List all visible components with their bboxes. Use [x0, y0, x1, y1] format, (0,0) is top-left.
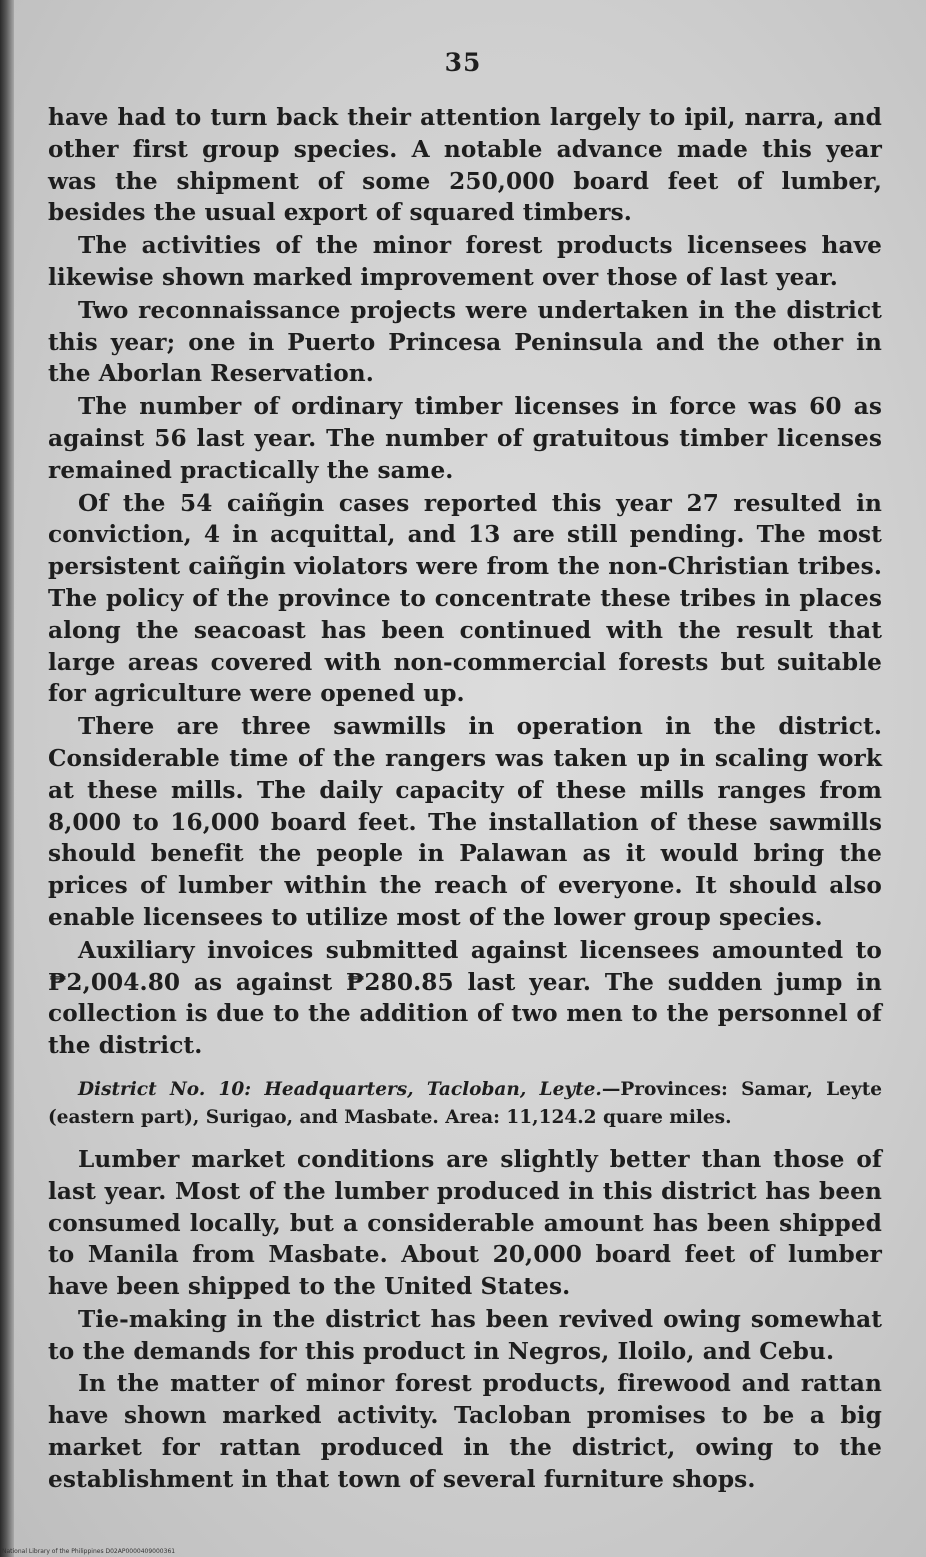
- archive-footer: National Library of the Philippines D02AP0000409000361: [2, 1548, 176, 1555]
- paragraph-sawmills: There are three sawmills in operation in the district. Considerable time of the rangers was taken up in scaling work at these mills. The daily capacity of these mills ranges from 8,000 to 16,000 board feet. The installation of these sawmills should benefit the people in Palawan as it would bring the prices of lumber within the reach of everyone. It should also enable licensees to utilize most of the lower group species.: [48, 713, 882, 931]
- page-number: 35: [444, 48, 482, 77]
- paragraph-timber-licenses: The number of ordinary timber licenses in force was 60 as against 56 last year. The number of gratuitous timber licenses remained practically the same.: [48, 393, 882, 484]
- paragraph-continued: have had to turn back their attention largely to ipil, narra, and other first group species. A notable advance made this year was the shipment of some 250,000 board feet of lumber, besides the usual export of squared timbers.: [48, 104, 882, 227]
- paragraph-reconnaissance: Two reconnaissance projects were undertaken in the district this year; one in Puerto Princesa Peninsula and the other in the Aborlan Reservation.: [48, 296, 882, 388]
- paragraph-rattan: In the matter of minor forest products, firewood and rattan have shown marked activity. Tacloban promises to be a big market for rattan produced in the district, owing to the establishment in that town of several furniture shops.: [48, 1370, 882, 1493]
- paragraph-caingin-cases: Of the 54 caiñgin cases reported this year 27 resulted in conviction, 4 in acquittal, and 13 are still pending. The most persistent caiñgin violators were from the non-Christian tribes. The policy of the province to concentrate these tribes in places along the seacoast has been continued with the result that large areas covered with non-commercial forests but suitable for agriculture were opened up.: [48, 489, 882, 708]
- paragraph-lumber-market: Lumber market conditions are slightly better than those of last year. Most of the lumber produced in this district has been consumed locally, but a considerable amount has been shipped to Manila from Masbate. About 20,000 board feet of lumber have been shipped to the United States.: [48, 1145, 882, 1301]
- district-title: District No. 10: Headquarters, Tacloban, Leyte.: [78, 1078, 602, 1100]
- body-text: [48, 102, 882, 1496]
- paragraph-minor-products: The activities of the minor forest products licensees have likewise shown marked improvement over those of last year.: [48, 232, 882, 291]
- page-binding-edge: [0, 0, 14, 1557]
- paragraph-auxiliary-invoices: Auxiliary invoices submitted against licensees amounted to ₱2,004.80 as against ₱280.85 last year. The sudden jump in collection is due to the addition of two men to the personnel of the district.: [48, 936, 882, 1060]
- district-heading: [48, 1076, 882, 1132]
- district-details: —Provinces: Samar, Leyte (eastern part), Surigao, and Masbate. Area: 11,124.2 quare miles.: [48, 1078, 883, 1128]
- paragraph-tie-making: Tie-making in the district has been revived owing somewhat to the demands for this product in Negros, Iloilo, and Cebu.: [48, 1305, 882, 1365]
